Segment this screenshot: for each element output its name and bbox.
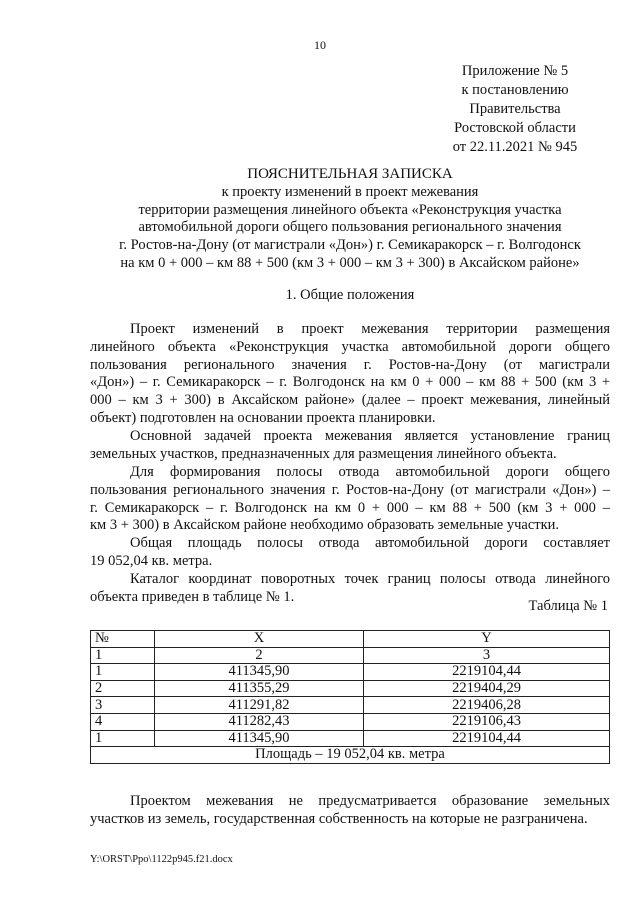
- paragraph-line: км 3 + 300) в Аксайском районе необходимо образовать земельные участки.: [90, 517, 560, 534]
- appendix-block: [430, 62, 600, 157]
- title-line: территории размещения линейного объекта «Реконструкция участка: [138, 201, 562, 218]
- table-numbering-row: [91, 647, 610, 664]
- table-cell: 2219104,44: [364, 664, 610, 681]
- title-line: г. Ростов-на-Дону (от магистрали «Дон») г. Семикаракорск – г. Волгодонск: [119, 237, 581, 254]
- section-heading: 1. Общие положения: [285, 287, 415, 303]
- table-cell: 1: [91, 664, 155, 681]
- table-cell: 2219106,43: [364, 713, 610, 730]
- paragraph-line: 19 052,04 кв. метра.: [90, 552, 213, 569]
- document-title: [90, 166, 610, 273]
- table-cell: 1: [91, 647, 155, 664]
- coordinates-table: [90, 630, 610, 764]
- paragraph-line: Проектом межевания не предусматривается образование земельных: [130, 793, 610, 809]
- table-cell: 411345,90: [155, 664, 364, 681]
- paragraph-task: [90, 428, 610, 464]
- table-cell: 411355,29: [155, 680, 364, 697]
- paragraph-line: «Дон») – г. Семикаракорск – г. Волгодонск на км 0 + 000 – км 88 + 500 (км 3 +: [90, 374, 610, 391]
- paragraph-line: Каталог координат поворотных точек границ полосы отвода линейного: [130, 571, 610, 587]
- table-cell: 2219406,28: [364, 697, 610, 714]
- header-cell: Y: [364, 631, 610, 648]
- title-line: к проекту изменений в проект межевания: [221, 183, 479, 200]
- paragraph-line: участков из земель, государственная собственность на которые не разграничена.: [90, 810, 588, 827]
- appendix-line: к постановлению: [461, 82, 569, 98]
- paragraph-area: [90, 535, 610, 571]
- appendix-line: от 22.11.2021 № 945: [452, 139, 578, 155]
- table-row: [91, 697, 610, 714]
- table-caption: Таблица № 1: [528, 598, 608, 614]
- table-cell: 411282,43: [155, 713, 364, 730]
- paragraph-formation: [90, 464, 610, 535]
- paragraph-intro: [90, 321, 610, 428]
- paragraph-line: Общая площадь полосы отвода автомобильной дороги составляет: [130, 535, 610, 551]
- table-cell: 2219104,44: [364, 730, 610, 747]
- table-cell: 4: [91, 713, 155, 730]
- table-cell: 2: [91, 680, 155, 697]
- paragraph-line: Проект изменений в проект межевания территории размещения: [130, 321, 610, 337]
- appendix-line: Ростовской области: [454, 120, 576, 136]
- title-line: на км 0 + 000 – км 88 + 500 (км 3 + 000 – км 3 + 300) в Аксайском районе»: [120, 254, 580, 271]
- paragraph-line: Основной задачей проекта межевания является установление границ: [130, 428, 610, 444]
- table-cell: 3: [91, 697, 155, 714]
- paragraph-closing: [90, 793, 610, 829]
- paragraph-line: г. Семикаракорск – г. Волгодонск на км 0 + 000 – км 88 + 500 (км 3 + 000 –: [90, 499, 610, 516]
- header-cell: №: [91, 631, 155, 648]
- table-cell: 3: [364, 647, 610, 664]
- table-cell: 2: [155, 647, 364, 664]
- paragraph-line: земельных участков, предназначенных для размещения линейного объекта.: [90, 445, 557, 462]
- paragraph-line: объекта приведен в таблице № 1.: [90, 588, 295, 605]
- paragraph-line: Для формирования полосы отвода автомобильной дороги общего: [130, 464, 610, 480]
- table-row: [91, 680, 610, 697]
- table-cell: 411291,82: [155, 697, 364, 714]
- table-row: [91, 664, 610, 681]
- header-cell: X: [155, 631, 364, 648]
- page-number: 10: [314, 38, 326, 52]
- table-row: [91, 730, 610, 747]
- table-row: [91, 713, 610, 730]
- table-header-row: [91, 631, 610, 648]
- table-cell: 2219404,29: [364, 680, 610, 697]
- paragraph-line: 000 – км 3 + 300) в Аксайском районе» (далее – проект межевания, линейный: [90, 392, 610, 409]
- title-line: автомобильной дороги общего пользования регионального значения: [138, 219, 562, 236]
- footer-file-path: Y:\ORST\Ppo\1122p945.f21.docx: [90, 854, 233, 865]
- title-heading: ПОЯСНИТЕЛЬНАЯ ЗАПИСКА: [247, 166, 453, 182]
- table-area-row: [91, 747, 610, 764]
- paragraph-line: линейного объекта «Реконструкция участка автомобильной дороги общего: [90, 338, 610, 355]
- table-cell: 1: [91, 730, 155, 747]
- appendix-line: Приложение № 5: [461, 63, 569, 79]
- appendix-line: Правительства: [469, 101, 561, 117]
- paragraph-line: пользования регионального значения г. Ростов-на-Дону (от магистрали: [90, 356, 610, 373]
- paragraph-line: пользования регионального значения г. Ростов-на-Дону (от магистрали «Дон») –: [90, 481, 610, 498]
- paragraph-line: объект) подготовлен на основании проекта планировки.: [90, 409, 436, 426]
- area-cell: Площадь – 19 052,04 кв. метра: [91, 747, 610, 764]
- table-cell: 411345,90: [155, 730, 364, 747]
